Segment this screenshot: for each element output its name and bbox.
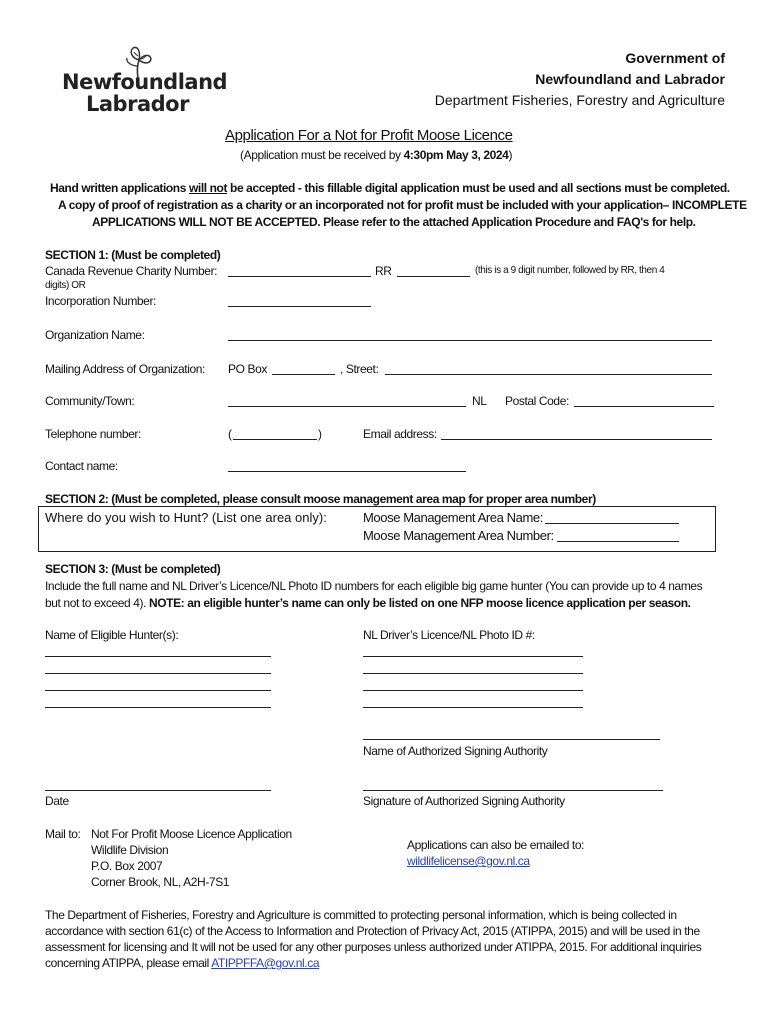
date-field[interactable]: [45, 790, 271, 791]
privacy-line2: accordance with section 61(c) of the Access to Information and Protection of Privacy Act, 2015 (ATIPPA, 2015) and will be used in the: [45, 924, 700, 938]
telephone-field[interactable]: [233, 439, 317, 440]
contact-name-label: Contact name:: [45, 459, 118, 473]
wildlife-email-link[interactable]: wildlifelicense@gov.nl.ca: [407, 854, 530, 868]
hunter-name-field-2[interactable]: [45, 673, 271, 674]
instr-note: NOTE: an eligible hunter’s name can only be listed on one NFP moose licence application per season.: [148, 596, 691, 610]
street-field[interactable]: [385, 374, 712, 375]
hunter-id-field-3[interactable]: [363, 690, 583, 691]
notice-will-not: will not: [188, 181, 228, 195]
hunter-name-field-1[interactable]: [45, 656, 271, 657]
hunter-id-field-2[interactable]: [363, 673, 583, 674]
hunter-column-label: Name of Eligible Hunter(s):: [45, 628, 179, 642]
gov-line1: Government of: [625, 50, 725, 66]
contact-name-field[interactable]: [228, 471, 466, 472]
mail-address-line3: P.O. Box 2007: [91, 859, 163, 873]
privacy-line4: [45, 956, 319, 970]
po-box-field[interactable]: [272, 374, 335, 375]
mail-to-label: Mail to:: [45, 827, 81, 841]
section3-instructions-1: Include the full name and NL Driver’s Licence/NL Photo ID numbers for each eligible big game hunter (You can provide up to 4 names: [45, 579, 703, 593]
deadline-pre: (Application must be received by: [240, 148, 404, 162]
po-box-label: PO Box: [228, 362, 267, 376]
privacy-line3: assessment for licensing and It will not be used for any other purposes unless authorized under ATIPPA, 2015. For additional inquiries: [45, 940, 702, 954]
notice-line1: [50, 181, 730, 195]
area-name-field[interactable]: [545, 523, 679, 524]
section3-heading: SECTION 3: (Must be completed): [45, 562, 221, 576]
deadline-date: 4:30pm May 3, 2024: [403, 148, 509, 162]
rr-label: RR: [375, 264, 392, 278]
org-name-label: Organization Name:: [45, 328, 145, 342]
notice-line2: A copy of proof of registration as a charity or an incorporated not for profit must be included with your application– INCOMPLETE: [58, 198, 747, 212]
email-intro: Applications can also be emailed to:: [407, 838, 585, 852]
incorporation-number-field[interactable]: [228, 306, 371, 307]
mailing-address-label: Mailing Address of Organization:: [45, 362, 205, 376]
instr-pre: but not to exceed 4).: [45, 596, 149, 610]
email-address-field[interactable]: [441, 439, 712, 440]
deadline-note: [240, 148, 512, 162]
notice-text-c: be accepted - this fillable digital application must be used and all sections must be completed.: [227, 181, 730, 195]
privacy-line1: The Department of Fisheries, Forestry and Agriculture is committed to protecting personal information, which is being collected in: [45, 908, 677, 922]
section3-instructions-2: [45, 596, 691, 610]
logo-labrador: Labrador: [86, 92, 189, 116]
signature-label: Signature of Authorized Signing Authority: [363, 794, 565, 808]
deadline-post: ): [508, 148, 513, 162]
gov-line2: Newfoundland and Labrador: [535, 71, 725, 87]
area-number-label: Moose Management Area Number:: [363, 528, 554, 543]
department-name: Department Fisheries, Forestry and Agriculture: [434, 92, 725, 108]
authority-name-field[interactable]: [363, 739, 660, 740]
telephone-label: Telephone number:: [45, 427, 141, 441]
charity-number-label: Canada Revenue Charity Number:: [45, 264, 218, 278]
form-title: Application For a Not for Profit Moose Licence: [225, 127, 513, 144]
atipp-email-link[interactable]: ATIPPFFA@gov.nl.ca: [211, 956, 320, 970]
community-label: Community/Town:: [45, 394, 135, 408]
phone-close-paren: ): [318, 427, 322, 441]
charity-number-note: (this is a 9 digit number, followed by RR, then 4: [475, 265, 665, 276]
hunter-name-field-4[interactable]: [45, 707, 271, 708]
postal-code-label: Postal Code:: [505, 394, 569, 408]
area-name-label: Moose Management Area Name:: [363, 510, 543, 525]
notice-text-a: Hand written applications: [50, 181, 189, 195]
charity-number-field[interactable]: [228, 276, 371, 277]
date-label: Date: [45, 794, 69, 808]
province-nl: NL: [472, 394, 487, 408]
mail-address-line2: Wildlife Division: [91, 843, 169, 857]
authority-name-label: Name of Authorized Signing Authority: [363, 744, 548, 758]
hunter-id-field-1[interactable]: [363, 656, 583, 657]
area-number-field[interactable]: [557, 541, 679, 542]
id-column-label: NL Driver’s Licence/NL Photo ID #:: [363, 628, 535, 642]
phone-open-paren: (: [228, 427, 232, 441]
mail-address-line4: Corner Brook, NL, A2H-7S1: [91, 875, 230, 889]
email-address-label: Email address:: [363, 427, 437, 441]
org-name-field[interactable]: [228, 340, 712, 341]
logo-newfoundland: Newfoundland: [62, 70, 228, 94]
section1-heading: SECTION 1: (Must be completed): [45, 248, 221, 262]
hunter-id-field-4[interactable]: [363, 707, 583, 708]
postal-code-field[interactable]: [574, 406, 714, 407]
charity-number-note-2: digits) OR: [45, 280, 86, 291]
mail-address-line1: Not For Profit Moose Licence Application: [91, 827, 292, 841]
street-label: , Street:: [340, 362, 379, 376]
hunter-name-field-3[interactable]: [45, 690, 271, 691]
privacy-line4-text: concerning ATIPPA, please email: [45, 956, 212, 970]
community-field[interactable]: [228, 406, 466, 407]
incorporation-label: Incorporation Number:: [45, 294, 156, 308]
notice-line3: APPLICATIONS WILL NOT BE ACCEPTED. Please refer to the attached Application Procedure and FAQ's for help.: [92, 215, 696, 229]
signature-field[interactable]: [363, 790, 663, 791]
section2-heading: SECTION 2: (Must be completed, please consult moose management area map for proper area number): [45, 492, 596, 506]
rr-number-field[interactable]: [397, 276, 470, 277]
hunt-area-question: Where do you wish to Hunt? (List one area only):: [45, 510, 327, 525]
